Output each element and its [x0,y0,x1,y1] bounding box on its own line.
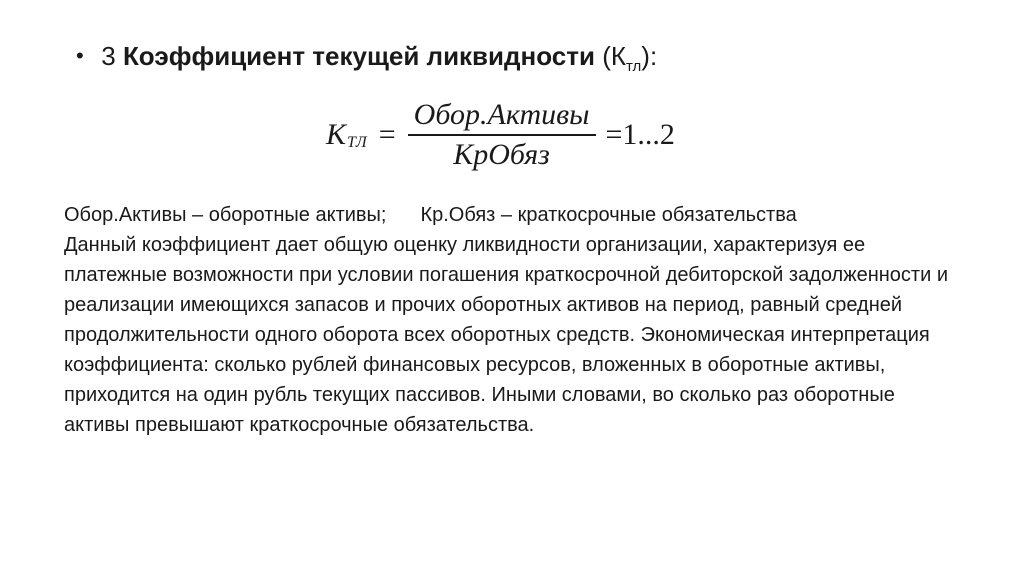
description-paragraph: Данный коэффициент дает общую оценку ликвидности организации, характеризуя ее платежные возможности при условии погашения краткосрочной дебиторской задолженности и реализации имеющихся запасов и прочих оборотных активов на период, равный средней продолжительности одного оборота всех оборотных средств. Экономическая интерпретация коэффициента: сколько рублей финансовых ресурсов, вложенных в оборотные активы, приходится на один рубль текущих пассивов. Иными словами, во сколько раз оборотные активы превышают краткосрочные обязательства. [64,234,948,436]
heading-title: Коэффициент текущей ликвидности [122,41,595,71]
formula-numerator: Обор.Активы [413,98,590,131]
definition-current-assets: Обор.Активы – оборотные активы; [64,204,387,226]
heading-symbol-close: ): [641,41,658,71]
bullet-icon: • [76,43,84,68]
slide-heading [76,38,657,74]
liquidity-formula [326,90,675,180]
body-text [64,200,964,440]
formula-equals: = [378,118,396,151]
formula-denominator: КрОбяз [453,138,550,171]
heading-symbol-open: (К [602,41,626,71]
formula-result: =1...2 [605,118,675,151]
definitions-line [64,200,964,230]
formula-lhs: K [326,118,347,151]
formula-fraction [408,96,596,174]
definition-short-term-liabilities: Кр.Обяз – краткосрочные обязательства [420,204,797,226]
heading-symbol-sub: тл [626,58,642,75]
heading-number: 3 [101,41,116,71]
formula-lhs-sub: ТЛ [347,134,367,151]
